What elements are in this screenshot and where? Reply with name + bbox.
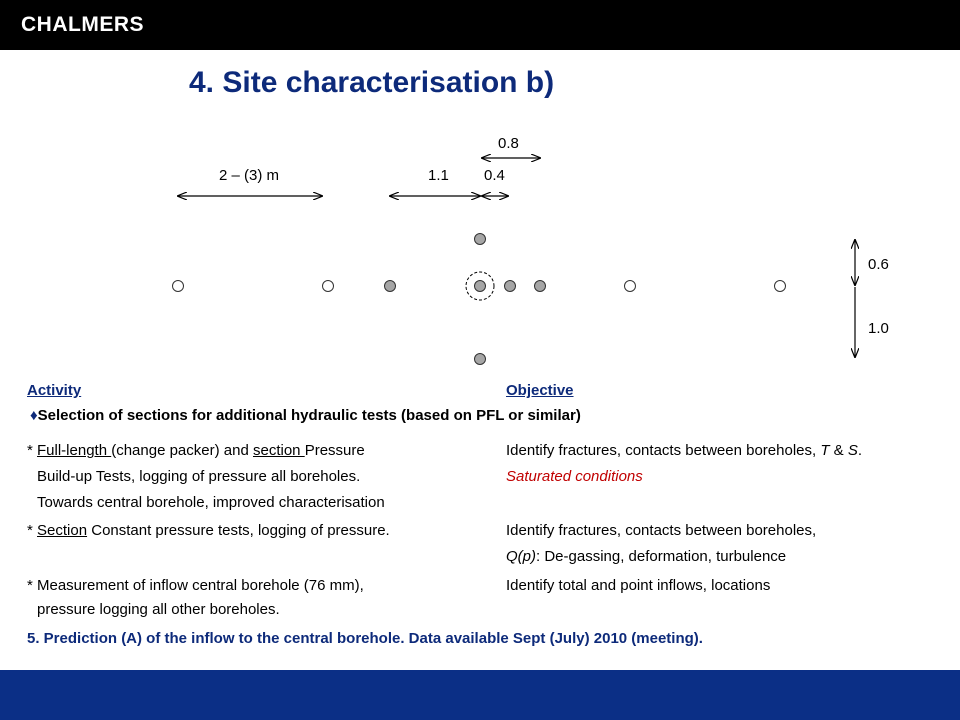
prediction-note: 5. Prediction (A) of the inflow to the central borehole. Data available Sept (July) 2010 (meeting). — [27, 630, 703, 647]
objective-row1-line1 — [506, 442, 862, 460]
activity-row1-line1 — [27, 442, 365, 460]
row2-rest: Constant pressure tests, logging of pressure. — [87, 522, 390, 539]
row2-section: Section — [37, 522, 88, 539]
activity-row3-line2: pressure logging all other boreholes. — [37, 601, 280, 618]
section-heading — [30, 407, 581, 425]
section-heading-text: Selection of sections for additional hydraulic tests (based on PFL or similar) — [37, 407, 581, 424]
borehole-top — [475, 234, 486, 245]
row1-T: T — [820, 442, 830, 459]
objective-row2-line2 — [506, 548, 786, 566]
objective-row3: Identify total and point inflows, locations — [506, 577, 771, 594]
footer-bar — [0, 670, 960, 720]
label-top-spacing: 0.8 — [498, 135, 519, 152]
row1-amp: & — [829, 442, 848, 459]
bullet-icon: ♦ — [30, 407, 38, 424]
activity-row2 — [27, 522, 390, 540]
chalmers-logo: CHALMERS — [21, 13, 144, 36]
label-vertical-upper: 0.6 — [868, 256, 889, 273]
row1-section: section — [252, 442, 305, 459]
row1-full-length: Full-length — [37, 442, 112, 459]
label-vertical-lower: 1.0 — [868, 320, 889, 337]
borehole-inner-left — [385, 281, 396, 292]
borehole-right-2 — [535, 281, 546, 292]
row2-qp: Q(p) — [506, 548, 536, 565]
row1-objective-a: Identify fractures, contacts between boreholes, — [506, 442, 821, 459]
row1-dot: . — [857, 442, 863, 459]
borehole-right-3 — [625, 281, 636, 292]
borehole-outer-right — [775, 281, 786, 292]
label-mid-spacing: 1.1 — [428, 167, 449, 184]
borehole-right-1 — [505, 281, 516, 292]
label-inner-spacing: 0.4 — [484, 167, 505, 184]
borehole-central — [475, 281, 486, 292]
activity-row1-line2: Build-up Tests, logging of pressure all boreholes. — [37, 468, 361, 485]
objective-row1-line2: Saturated conditions — [506, 468, 643, 485]
borehole-left — [323, 281, 334, 292]
row1-change-packer: (change packer) and — [111, 442, 253, 459]
slide-title: 4. Site characterisation b) — [189, 66, 555, 99]
activity-header: Activity — [27, 382, 82, 399]
row1-star: * — [27, 442, 38, 459]
label-left-spacing: 2 – (3) m — [219, 167, 280, 184]
row2-objective-b: : De-gassing, deformation, turbulence — [536, 548, 787, 565]
row1-pressure: Pressure — [304, 442, 365, 459]
row2-star: * — [27, 522, 38, 539]
activity-row3-line1: * Measurement of inflow central borehole (76 mm), — [27, 577, 364, 594]
objective-row2-line1: Identify fractures, contacts between boreholes, — [506, 522, 817, 539]
row1-S: S — [847, 442, 858, 459]
objective-header: Objective — [506, 382, 574, 399]
activity-row1-line3: Towards central borehole, improved characterisation — [37, 494, 385, 511]
borehole-outer-left — [173, 281, 184, 292]
borehole-bottom — [475, 354, 486, 365]
